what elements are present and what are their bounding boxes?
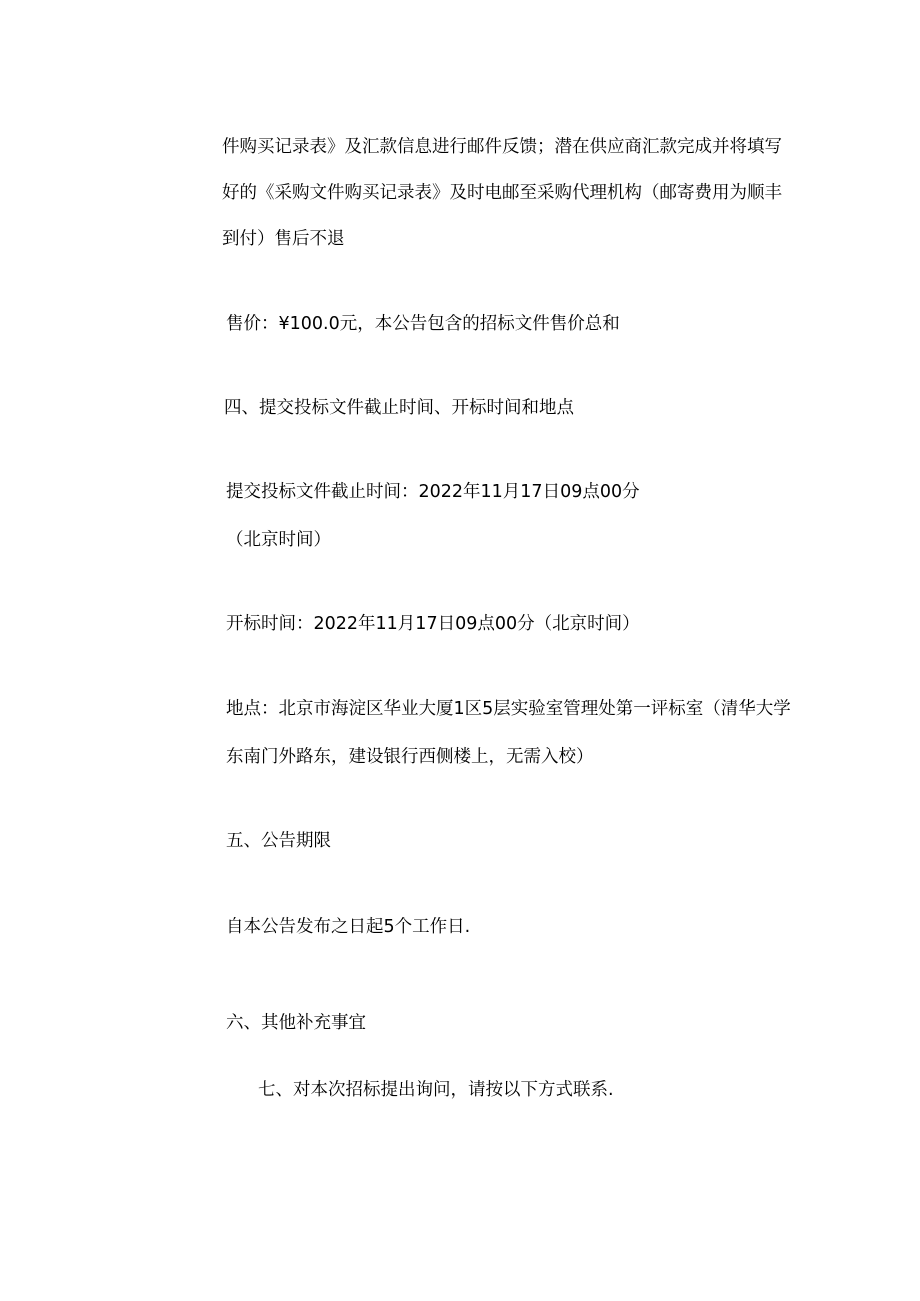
section-7-heading: 七、对本次招标提出询问，请按以下方式联系. (258, 1080, 614, 1100)
location-text-line-2: 东南门外路东，建设银行西侧楼上，无需入校） (226, 747, 594, 767)
opening-time-text: 开标时间：2022年11月17日09点00分（北京时间） (226, 614, 640, 634)
price-text: 售价：¥100.0元，本公告包含的招标文件售价总和 (226, 314, 620, 334)
section-6-heading: 六、其他补充事宜 (226, 1013, 366, 1033)
location-text-line-1: 地点：北京市海淀区华业大厦1区5层实验室管理处第一评标室（清华大学 (226, 699, 791, 719)
purchase-text-line-3: 到付）售后不退 (222, 229, 345, 249)
purchase-text-line-1: 件购买记录表》及汇款信息进行邮件反馈；潜在供应商汇款完成并将填写 (222, 137, 782, 157)
deadline-timezone-text: （北京时间） (226, 530, 331, 550)
section-5-heading: 五、公告期限 (226, 831, 331, 851)
purchase-text-line-2: 好的《采购文件购买记录表》及时电邮至采购代理机构（邮寄费用为顺丰 (222, 183, 782, 203)
announcement-period-text: 自本公告发布之日起5个工作日. (226, 917, 471, 937)
deadline-text: 提交投标文件截止时间：2022年11月17日09点00分 (226, 482, 640, 502)
section-4-heading: 四、提交投标文件截止时间、开标时间和地点 (224, 398, 574, 418)
